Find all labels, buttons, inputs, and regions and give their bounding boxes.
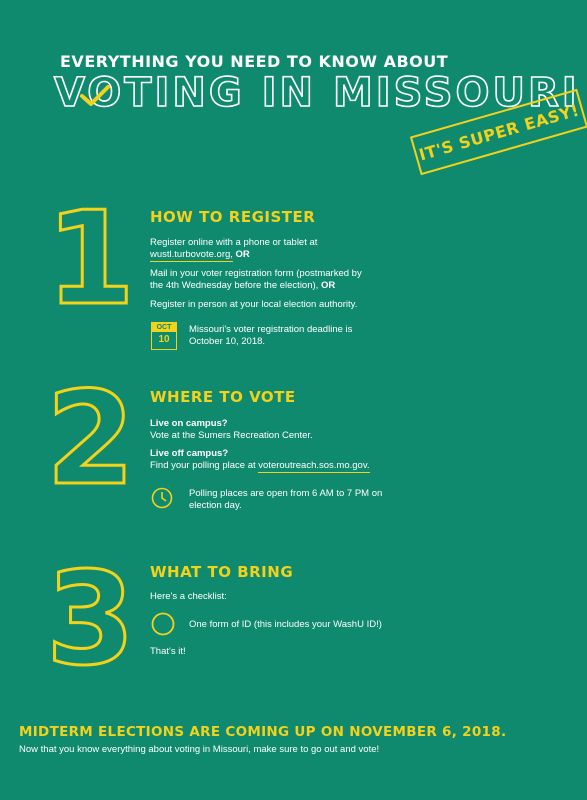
off-campus-text: Find your polling place at <box>150 460 256 471</box>
step-number-3: 3 <box>46 545 136 694</box>
calendar-month: OCT <box>152 323 176 332</box>
checklist-outro: That's it! <box>150 646 186 657</box>
register-mail-label: Mail in your voter registration form (postmarked by the 4th Wednesday before the election), <box>150 268 362 291</box>
register-online-text <box>150 237 370 261</box>
turbovote-link[interactable]: wustl.turbovote.org, <box>150 249 233 260</box>
section-title-where: WHERE TO VOTE <box>150 388 296 406</box>
or-label-1: OR <box>235 249 250 260</box>
on-campus-text: Vote at the Sumers Recreation Center. <box>150 430 313 441</box>
register-mail-text <box>150 268 365 292</box>
on-campus-label: Live on campus? <box>150 418 228 429</box>
calendar-icon <box>151 322 177 350</box>
register-online-label: Register online with a phone or tablet at <box>150 237 318 248</box>
on-campus-block <box>150 418 390 442</box>
footer-title: MIDTERM ELECTIONS ARE COMING UP ON NOVEMBER 6, 2018. <box>19 724 507 740</box>
register-person-text: Register in person at your local election authority. <box>150 299 358 310</box>
section-title-register: HOW TO REGISTER <box>150 208 316 226</box>
checklist-intro: Here's a checklist: <box>150 591 227 602</box>
checklist-item-id: One form of ID (this includes your WashU ID!) <box>189 619 382 630</box>
checkbox-circle-icon <box>151 612 175 636</box>
or-label-2: OR <box>320 280 336 291</box>
off-campus-label: Live off campus? <box>150 448 229 459</box>
stamp-label: IT'S SUPER EASY! <box>416 100 582 164</box>
section-title-bring: WHAT TO BRING <box>150 563 294 581</box>
voteroutreach-link[interactable]: voteroutreach.sos.mo.gov. <box>258 460 370 471</box>
kicker-heading: EVERYTHING YOU NEED TO KNOW ABOUT <box>60 52 449 71</box>
off-campus-block <box>150 448 410 472</box>
step-number-2: 2 <box>46 365 136 514</box>
calendar-day: 10 <box>158 334 170 345</box>
polling-hours-text: Polling places are open from 6 AM to 7 PM on election day. <box>189 488 383 511</box>
registration-deadline-text: Missouri's voter registration deadline is October 10, 2018. <box>189 324 353 347</box>
step-number-1: 1 <box>46 185 136 334</box>
main-headline: VOTING IN MISSOURI <box>54 70 580 116</box>
clock-icon <box>151 487 173 509</box>
footer-text: Now that you know everything about voting in Missouri, make sure to go out and vote! <box>19 744 380 755</box>
checkmark-icon <box>78 84 112 108</box>
